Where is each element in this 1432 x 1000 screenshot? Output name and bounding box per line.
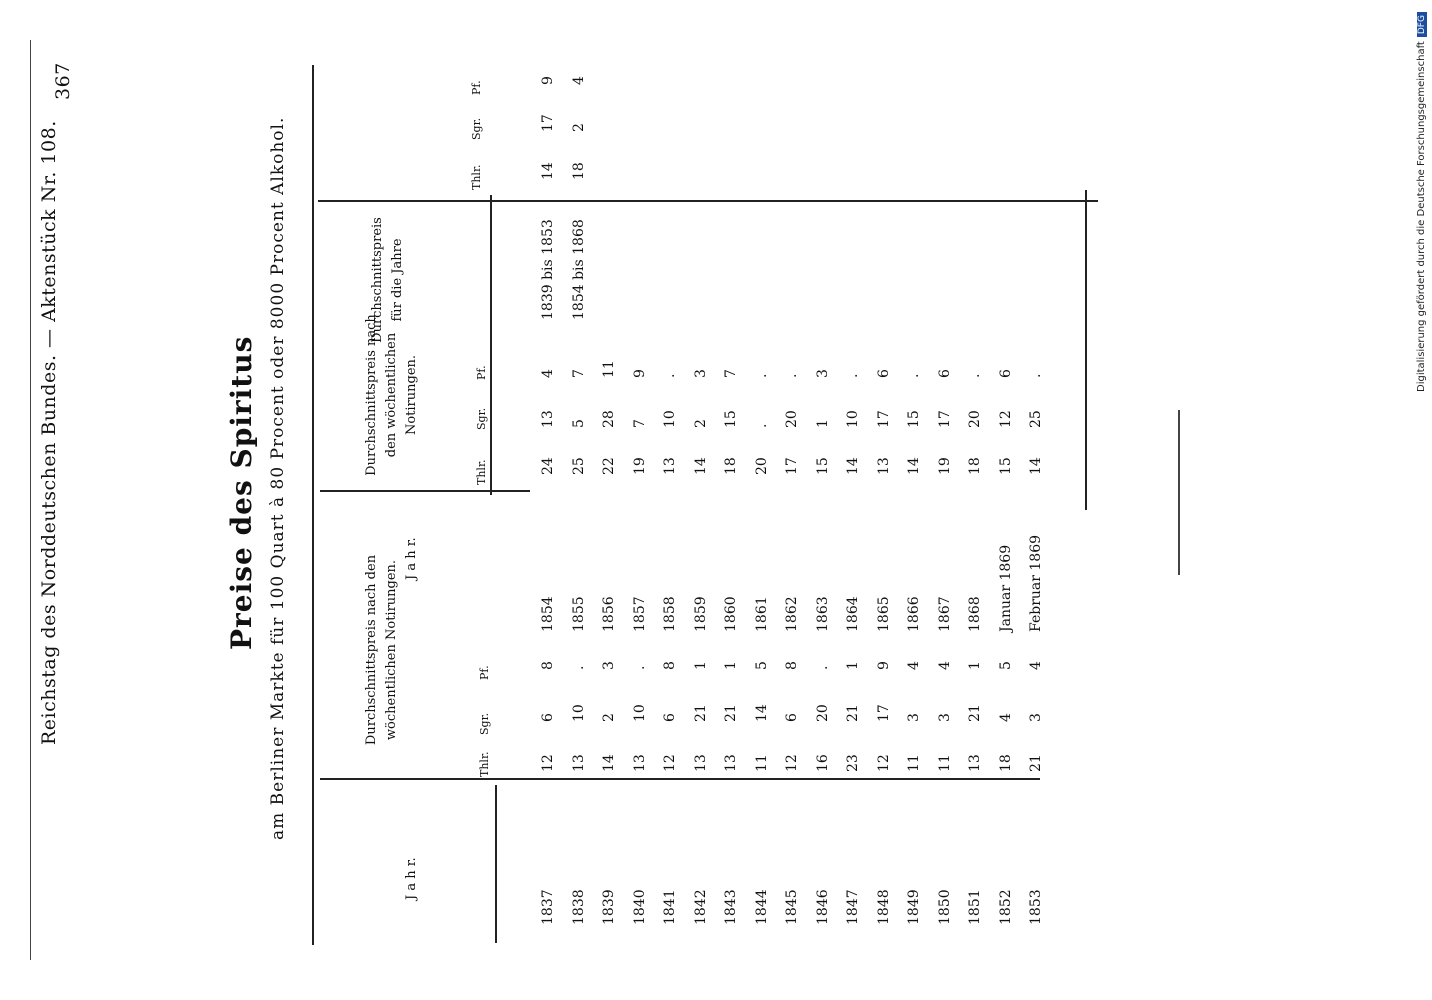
table-row-left-year: 1843 (723, 889, 739, 925)
table-row-left-pf: 9 (875, 661, 892, 670)
page-number: 367 (52, 62, 74, 100)
table-row-right-pf: . (845, 373, 861, 378)
col-divider-2 (320, 490, 530, 492)
table-row-left-year: 1850 (936, 889, 953, 925)
table-row-left-year: 1848 (875, 889, 892, 925)
table-row-right-thlr: 14 (906, 457, 922, 475)
unit-pf-left: Pf. (478, 665, 491, 680)
table-row-left-thlr: 14 (601, 754, 617, 772)
table-row-right-sgr: 13 (540, 410, 556, 428)
avg-row-sgr: 2 (570, 123, 587, 132)
table-row-left-pf: 5 (753, 661, 770, 670)
table-row-right-pf: 11 (601, 360, 617, 378)
table-row-right-year: 1863 (814, 596, 831, 632)
table-row-right-sgr: . (753, 423, 770, 428)
table-row-left-year: 1842 (692, 889, 709, 925)
table-row-right-sgr: 20 (784, 410, 800, 428)
table-row-left-sgr: 6 (540, 713, 556, 722)
table-row-right-sgr: 20 (967, 410, 983, 428)
table-row-left-sgr: 4 (997, 713, 1014, 722)
table-row-left-sgr: 6 (784, 713, 800, 722)
table-row-left-sgr: 21 (967, 704, 983, 722)
price-header-left: Durchschnittspreis nach den wöchentlichen Notirungen. (364, 554, 399, 746)
table-row-left-pf: 1 (692, 661, 709, 670)
table-row-right-year: 1859 (692, 596, 709, 632)
table-row-right-pf: 7 (723, 369, 739, 378)
avg-row-sgr: 17 (540, 114, 556, 132)
table-row-right-thlr: 19 (936, 457, 953, 475)
table-row-right-pf: . (906, 373, 922, 378)
scan-edge-bottom-rule (1178, 410, 1180, 575)
unit-sgr-left: Sgr. (478, 712, 491, 735)
table-row-right-thlr: 19 (631, 457, 648, 475)
table-row-right-year: Februar 1869 (1028, 534, 1044, 632)
table-row-left-pf: 1 (967, 661, 983, 670)
table-row-right-sgr: 1 (814, 419, 831, 428)
table-row-left-thlr: 12 (540, 754, 556, 772)
avg-row-pf: 4 (570, 76, 587, 85)
table-row-right-pf: 3 (814, 369, 831, 378)
col-divider-1 (320, 778, 1040, 780)
table-row-right-sgr: 15 (723, 410, 739, 428)
table-row-left-thlr: 11 (936, 754, 953, 772)
table-row-left-sgr: 3 (936, 713, 953, 722)
table-row-right-year: 1856 (601, 596, 617, 632)
running-head: Reichstag des Norddeutschen Bundes. — Aktenstück Nr. 108. (38, 120, 60, 745)
table-row-left-year: 1844 (753, 889, 770, 925)
table-row-right-sgr: 10 (662, 410, 678, 428)
table-row-left-year: 1837 (540, 889, 556, 925)
table-row-left-pf: 1 (723, 661, 739, 670)
year-header-right: J a h r. (404, 537, 419, 580)
table-row-right-thlr: 18 (967, 457, 983, 475)
table-row-left-sgr: 21 (845, 704, 861, 722)
table-row-right-year: 1868 (967, 596, 983, 632)
table-row-left-sgr: 6 (662, 713, 678, 722)
unit-pf-right: Pf. (475, 365, 488, 380)
dfg-logo: DFG (1417, 12, 1427, 37)
table-row-left-thlr: 13 (631, 754, 648, 772)
table-row-right-sgr: 10 (845, 410, 861, 428)
table-row-right-year: 1854 (540, 596, 556, 632)
table-row-left-year: 1852 (997, 889, 1014, 925)
table-row-right-year: 1861 (753, 596, 770, 632)
table-row-right-year: Januar 1869 (997, 544, 1014, 632)
table-row-right-pf: . (662, 373, 678, 378)
table-row-left-year: 1845 (784, 889, 800, 925)
table-row-right-thlr: 22 (601, 457, 617, 475)
table-row-left-sgr: 3 (906, 713, 922, 722)
table-row-right-thlr: 15 (997, 457, 1014, 475)
table-row-right-thlr: 18 (723, 457, 739, 475)
avg-row-period: 1854 bis 1868 (570, 219, 587, 320)
table-row-left-thlr: 12 (784, 754, 800, 772)
table-row-right-thlr: 15 (814, 457, 831, 475)
unit-pf-avg: Pf. (470, 80, 483, 95)
table-row-left-pf: 5 (997, 661, 1014, 670)
table-row-left-pf: . (631, 665, 648, 670)
table-row-right-sgr: 7 (631, 419, 648, 428)
table-row-right-sgr: 15 (906, 410, 922, 428)
table-row-left-pf: . (814, 665, 831, 670)
table-row-left-pf: 8 (662, 661, 678, 670)
avg-row-thlr: 18 (570, 162, 587, 180)
unit-thlr-left: Thlr. (478, 751, 491, 777)
table-row-right-thlr: 13 (875, 457, 892, 475)
table-row-left-thlr: 13 (570, 754, 587, 772)
digitization-acknowledgement (1416, 12, 1427, 392)
table-row-right-thlr: 25 (570, 457, 587, 475)
table-row-right-year: 1866 (906, 596, 922, 632)
table-row-left-year: 1846 (814, 889, 831, 925)
table-row-left-thlr: 12 (662, 754, 678, 772)
table-row-right-year: 1855 (570, 596, 587, 632)
scan-edge-left (30, 40, 31, 960)
table-row-right-year: 1862 (784, 596, 800, 632)
table-top-rule (312, 65, 314, 945)
unit-sgr-right: Sgr. (475, 407, 488, 430)
table-row-left-pf: 8 (784, 661, 800, 670)
table-row-left-thlr: 12 (875, 754, 892, 772)
table-row-left-sgr: 21 (723, 704, 739, 722)
unit-thlr-right: Thlr. (475, 459, 488, 485)
table-row-right-sgr: 17 (875, 410, 892, 428)
table-row-left-year: 1851 (967, 889, 983, 925)
table-row-right-pf: 6 (875, 369, 892, 378)
table-row-left-sgr: 20 (814, 704, 831, 722)
table-row-left-sgr: 14 (753, 704, 770, 722)
table-row-left-sgr: 10 (570, 704, 587, 722)
table-row-left-sgr: 10 (631, 704, 648, 722)
table-row-left-thlr: 16 (814, 754, 831, 772)
avg-header: Durchschnittspreis für die Jahre (370, 217, 405, 343)
table-row-left-sgr: 17 (875, 704, 892, 722)
table-row-right-year: 1857 (631, 596, 648, 632)
table-row-left-pf: 4 (1028, 661, 1044, 670)
table-row-right-thlr: 24 (540, 457, 556, 475)
table-row-right-sgr: 17 (936, 410, 953, 428)
table-row-left-sgr: 3 (1028, 713, 1044, 722)
table-row-right-thlr: 20 (753, 457, 770, 475)
table-row-left-pf: 8 (540, 661, 556, 670)
table-row-left-year: 1847 (845, 889, 861, 925)
table-row-right-pf: . (1028, 373, 1044, 378)
table-row-left-pf: 3 (601, 661, 617, 670)
table-row-left-thlr: 21 (1028, 754, 1044, 772)
table-row-right-year: 1858 (662, 596, 678, 632)
price-header-right: Durchschnittspreis nach den wöchentlichen Notirungen. (364, 314, 419, 476)
table-row-left-year: 1849 (906, 889, 922, 925)
table-row-left-thlr: 13 (723, 754, 739, 772)
table-row-right-year: 1867 (936, 596, 953, 632)
table-row-left-year: 1839 (601, 889, 617, 925)
table-row-right-thlr: 14 (845, 457, 861, 475)
table-row-right-pf: 4 (540, 369, 556, 378)
table-row-right-thlr: 14 (692, 457, 709, 475)
table-row-left-year: 1841 (662, 889, 678, 925)
table-row-right-sgr: 5 (570, 419, 587, 428)
table-row-left-thlr: 11 (753, 754, 770, 772)
table-row-right-year: 1864 (845, 596, 861, 632)
table-row-right-year: 1860 (723, 596, 739, 632)
table-row-right-pf: 6 (936, 369, 953, 378)
table-row-right-pf: 7 (570, 369, 587, 378)
table-header-rule-right (490, 195, 492, 495)
table-row-left-pf: . (570, 665, 587, 670)
table-header-rule-left (495, 785, 497, 943)
table-row-right-sgr: 25 (1028, 410, 1044, 428)
table-row-right-thlr: 17 (784, 457, 800, 475)
table-row-right-year: 1865 (875, 596, 892, 632)
table-row-right-pf: 9 (631, 369, 648, 378)
table-row-right-sgr: 28 (601, 410, 617, 428)
avg-row-pf: 9 (540, 76, 556, 85)
table-row-right-pf: . (784, 373, 800, 378)
table-row-left-thlr: 18 (997, 754, 1014, 772)
year-header-left: J a h r. (404, 857, 419, 900)
table-row-right-thlr: 13 (662, 457, 678, 475)
page-title: Preise des Spiritus (225, 335, 258, 650)
table-row-left-sgr: 2 (601, 713, 617, 722)
table-row-left-thlr: 13 (967, 754, 983, 772)
table-row-right-pf: . (967, 373, 983, 378)
table-row-left-sgr: 21 (692, 704, 709, 722)
table-row-left-pf: 4 (936, 661, 953, 670)
table-row-right-pf: . (753, 373, 770, 378)
avg-row-thlr: 14 (540, 162, 556, 180)
unit-sgr-avg: Sgr. (470, 117, 483, 140)
table-row-left-year: 1840 (631, 889, 648, 925)
table-row-left-pf: 4 (906, 661, 922, 670)
table-bottom-rule (1085, 190, 1087, 510)
table-row-left-thlr: 13 (692, 754, 709, 772)
table-row-left-year: 1838 (570, 889, 587, 925)
page-subtitle: am Berliner Markte für 100 Quart à 80 Procent oder 8000 Procent Alkohol. (268, 116, 288, 840)
avg-row-period: 1839 bis 1853 (540, 219, 556, 320)
table-row-right-sgr: 12 (997, 410, 1014, 428)
table-row-left-pf: 1 (845, 661, 861, 670)
table-row-right-pf: 3 (692, 369, 709, 378)
table-row-left-thlr: 23 (845, 754, 861, 772)
unit-thlr-avg: Thlr. (470, 164, 483, 190)
table-row-right-pf: 6 (997, 369, 1014, 378)
table-row-left-thlr: 11 (906, 754, 922, 772)
table-row-right-sgr: 2 (692, 419, 709, 428)
table-row-right-thlr: 14 (1028, 457, 1044, 475)
table-row-left-year: 1853 (1028, 889, 1044, 925)
col-divider-3 (318, 200, 1098, 202)
ack-text: Digitalisierung gefördert durch die Deutsche Forschungsgemeinschaft (1416, 41, 1427, 392)
